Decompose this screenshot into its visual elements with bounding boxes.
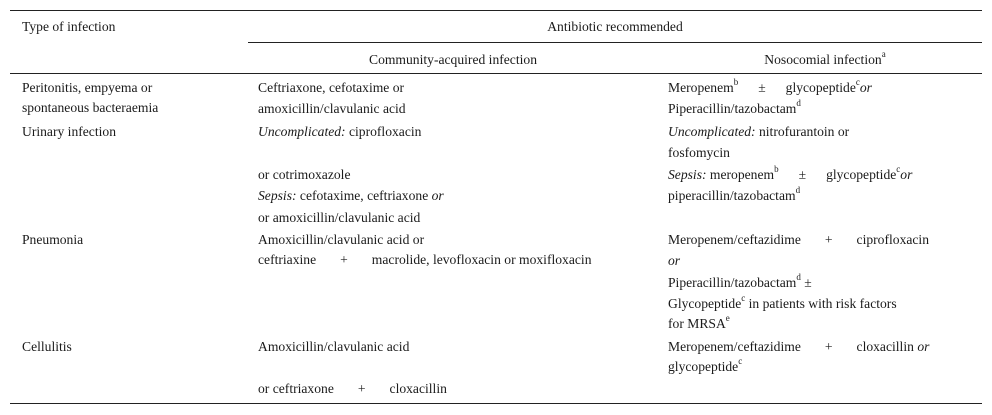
row-urinary-ca-line4: or amoxicillin/clavulanic acid: [258, 210, 421, 225]
row-urinary-ca-line3: Sepsis: cefotaxime, ceftriaxone or: [258, 188, 444, 203]
row-cellulitis-ca-line1: Amoxicillin/clavulanic acid: [258, 339, 410, 354]
row-urinary-noso-line3: Sepsis: meropenem$^b$ ± glycopeptide$^c$or: [668, 164, 913, 182]
row-pneumonia-noso-line1: Meropenem/ceftazidime + ciprofloxacin: [668, 232, 930, 247]
row-pneumonia-type: Pneumonia: [22, 232, 84, 247]
header-nosocomial: Nosocomial infection$^a$: [764, 49, 886, 67]
row-urinary-noso-line4: piperacillin/tazobactam$^d$: [668, 185, 801, 203]
row-cellulitis-ca-line2: or ceftriaxone + cloxacillin: [258, 381, 447, 396]
header-type-of-infection: Type of infection: [22, 19, 116, 34]
table-top-rule: [10, 10, 982, 11]
row-urinary-noso-line1: Uncomplicated: nitrofurantoin or: [668, 124, 850, 139]
row-pneumonia-noso-line3: Piperacillin/tazobactam$^d$ ±: [668, 272, 812, 290]
header-bottom-rule: [10, 73, 982, 74]
row-urinary-type: Urinary infection: [22, 124, 116, 139]
header-antibiotic-recommended: Antibiotic recommended: [547, 19, 683, 34]
row-pneumonia-ca-line2: ceftriaxine + macrolide, levofloxacin or moxifloxacin: [258, 252, 592, 267]
row-urinary-noso-line2: fosfomycin: [668, 145, 730, 160]
row-pneumonia-noso-line5: for MRSA$^e$: [668, 313, 730, 331]
row-peritonitis-noso-line1: Meropenem$^b$ ± glycopeptide$^c$or: [668, 77, 872, 95]
row-pneumonia-noso-line2: or: [668, 253, 681, 268]
row-peritonitis-type-line1: Peritonitis, empyema or: [22, 80, 153, 95]
row-peritonitis-ca-line1: Ceftriaxone, cefotaxime or: [258, 80, 405, 95]
row-cellulitis-noso-line1: Meropenem/ceftazidime + cloxacillin or: [668, 339, 930, 354]
row-pneumonia-ca-line1: Amoxicillin/clavulanic acid or: [258, 232, 425, 247]
row-cellulitis-type: Cellulitis: [22, 339, 72, 354]
row-peritonitis-ca-line2: amoxicillin/clavulanic acid: [258, 101, 406, 116]
row-peritonitis-type-line2: spontaneous bacteraemia: [22, 100, 159, 115]
row-urinary-ca-line1: Uncomplicated: ciprofloxacin: [258, 124, 422, 139]
header-community-acquired: Community-acquired infection: [369, 52, 537, 67]
row-peritonitis-noso-line2: Piperacillin/tazobactam$^d$: [668, 98, 801, 116]
row-pneumonia-noso-line4: Glycopeptide$^c$ in patients with risk factors: [668, 293, 897, 311]
row-cellulitis-noso-line2: glycopeptide$^c$: [668, 356, 743, 374]
table-bottom-rule: [10, 403, 982, 404]
group-header-rule: [248, 42, 982, 43]
row-urinary-ca-line2: or cotrimoxazole: [258, 167, 351, 182]
